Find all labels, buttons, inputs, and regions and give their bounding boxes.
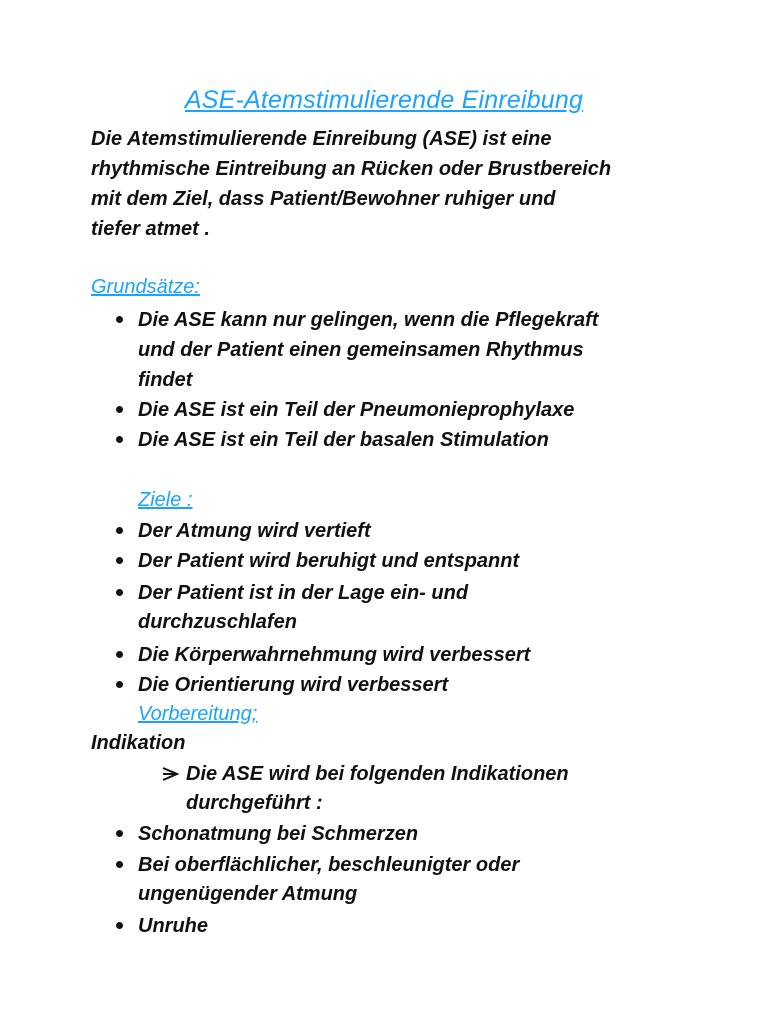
list-item-line: Unruhe xyxy=(138,915,208,937)
bullet-icon xyxy=(116,436,123,443)
bullet-icon xyxy=(116,651,123,658)
list-item-line: ungenügender Atmung xyxy=(138,883,358,905)
bullet-icon xyxy=(116,406,123,413)
intro-line: tiefer atmet . xyxy=(91,218,210,240)
list-item-line: Die ASE ist ein Teil der basalen Stimulation xyxy=(138,429,549,451)
bullet-icon xyxy=(116,557,123,564)
vorbereitung-heading: Vorbereitung; xyxy=(138,703,258,725)
list-item-line: Die ASE kann nur gelingen, wenn die Pflegekraft xyxy=(138,309,599,331)
indikation-arrow-line: Die ASE wird bei folgenden Indikationen xyxy=(186,763,569,785)
indikation-arrow-line: durchgeführt : xyxy=(186,792,323,814)
bullet-icon xyxy=(116,527,123,534)
list-item-line: Der Atmung wird vertieft xyxy=(138,520,371,542)
list-item-line: Die Orientierung wird verbessert xyxy=(138,674,449,696)
list-item-line: Die Körperwahrnehmung wird verbessert xyxy=(138,644,531,666)
list-item-line: Der Patient ist in der Lage ein- und xyxy=(138,582,469,604)
intro-line: Die Atemstimulierende Einreibung (ASE) ist eine xyxy=(91,128,552,150)
list-item-line: durchzuschlafen xyxy=(138,611,297,633)
intro-line: rhythmische Eintreibung an Rücken oder Brustbereich xyxy=(91,158,612,180)
bullet-icon xyxy=(116,589,123,596)
indikation-label: Indikation xyxy=(91,732,186,754)
bullet-icon xyxy=(116,922,123,929)
grundsaetze-heading: Grundsätze: xyxy=(91,276,200,298)
list-item-line: findet xyxy=(138,369,193,391)
bullet-icon xyxy=(116,861,123,868)
bullet-icon xyxy=(116,830,123,837)
document-title: ASE-Atemstimulierende Einreibung xyxy=(184,86,584,114)
list-item-line: und der Patient einen gemeinsamen Rhythmus xyxy=(138,339,584,361)
list-item-line: Die ASE ist ein Teil der Pneumonieprophylaxe xyxy=(138,399,575,421)
list-item-line: Bei oberflächlicher, beschleunigter oder xyxy=(138,854,520,876)
list-item-line: Schonatmung bei Schmerzen xyxy=(138,823,419,845)
bullet-icon xyxy=(116,681,123,688)
intro-line: mit dem Ziel, dass Patient/Bewohner ruhiger und xyxy=(91,188,556,210)
arrow-bullet-icon xyxy=(161,766,179,782)
list-item-line: Der Patient wird beruhigt und entspannt xyxy=(138,550,520,572)
ziele-heading: Ziele : xyxy=(138,489,193,511)
bullet-icon xyxy=(116,316,123,323)
